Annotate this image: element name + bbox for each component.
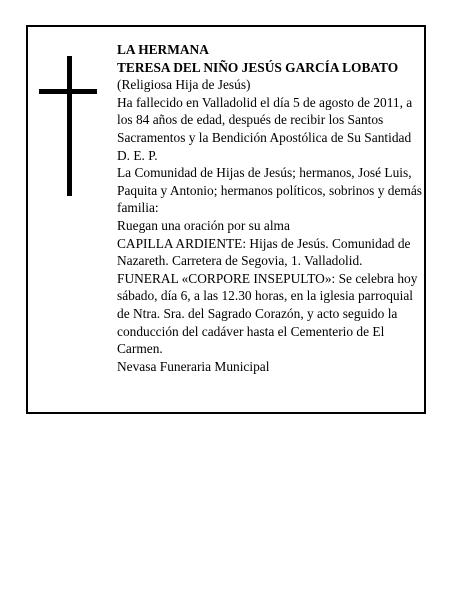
- family-mourners: La Comunidad de Hijas de Jesús; hermanos, José Luis, Paquita y Antonio; hermanos políticos, sobrinos y demás familia:: [117, 165, 422, 216]
- capilla-ardiente-info: CAPILLA ARDIENTE: Hijas de Jesús. Comunidad de Nazareth. Carretera de Segovia, 1. Valladolid.: [117, 235, 411, 269]
- funeral-info: FUNERAL «CORPORE INSEPULTO»: Se celebra hoy sábado, día 6, a las 12.30 horas, en la iglesia parroquial de Ntra. Sra. del Sagrado Corazón, y acto seguido la conducción del cadáver hasta el Cementerio de El Carmen.: [117, 270, 418, 357]
- deceased-name: TERESA DEL NIÑO JESÚS GARCÍA LOBATO: [117, 59, 399, 75]
- death-notice: [26, 25, 426, 414]
- death-announcement: Ha fallecido en Valladolid el día 5 de agosto de 2011, a los 84 años de edad, después de recibir los Santos Sacramentos y la Bendición Apostólica de Su Santidad D. E. P.: [117, 94, 413, 163]
- notice-text: [117, 41, 422, 375]
- funeral-home: Nevasa Funeraria Municipal: [117, 358, 270, 374]
- cross-vertical-bar: [67, 56, 72, 196]
- notice-heading: LA HERMANA: [117, 42, 209, 57]
- cross-horizontal-bar: [39, 89, 97, 94]
- religious-title: (Religiosa Hija de Jesús): [117, 77, 251, 93]
- prayer-request: Ruegan una oración por su alma: [117, 217, 290, 233]
